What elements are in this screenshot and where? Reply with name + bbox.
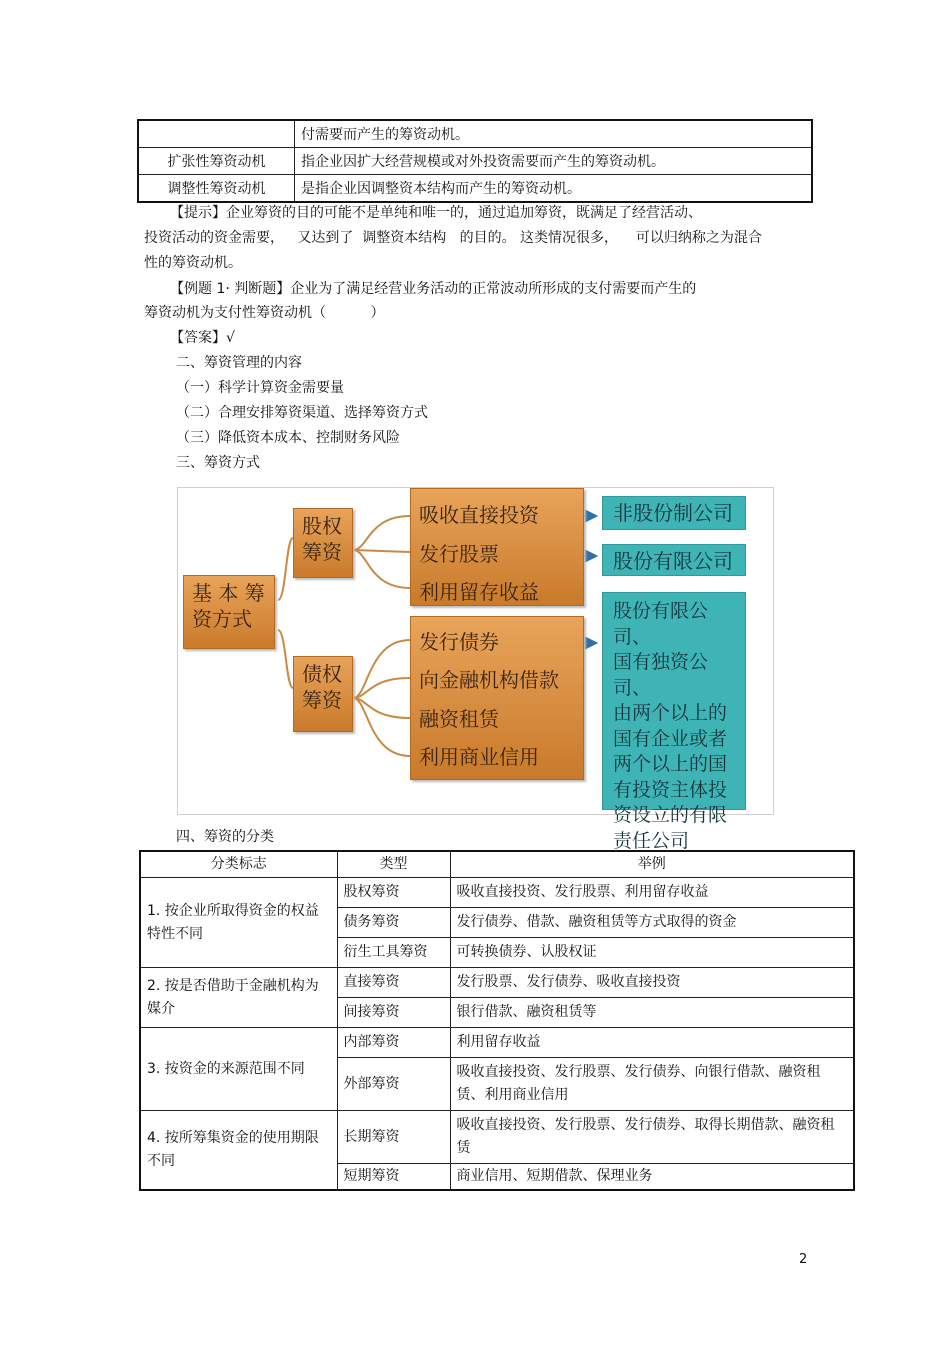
target-joint-stock: 股份有限公司 — [602, 544, 746, 576]
target-companies-list: 股份有限公司、 国有独资公司、 由两个以上的 国有企业或者 两个以上的国 有投资主体投 资设立的有限 责任公司 — [602, 592, 746, 810]
example-cell: 吸收直接投资、发行股票、发行债券、取得长期借款、融资租赁 — [450, 1111, 854, 1164]
classification-table — [139, 850, 855, 1191]
target-non-joint-stock: 非股份制公司 — [602, 496, 746, 530]
method-item: 利用商业信用 — [419, 745, 539, 769]
type-cell: 间接筹资 — [337, 998, 450, 1028]
debt-node: 债权 筹资 — [293, 656, 353, 732]
header-type: 类型 — [337, 851, 450, 878]
table-row — [138, 175, 812, 203]
content-item-1: （一）科学计算资金需要量 — [176, 380, 344, 396]
motive-type: 扩张性筹资动机 — [138, 148, 295, 175]
example-line-1: 【例题 1· 判断题】企业为了满足经营业务活动的正常波动所形成的支付需要而产生的 — [170, 281, 697, 297]
table-row — [138, 148, 812, 175]
table-row — [138, 120, 812, 148]
method-item: 吸收直接投资 — [419, 503, 539, 527]
motive-type — [138, 120, 295, 148]
section-heading-2: 二、筹资管理的内容 — [176, 355, 302, 371]
method-item: 发行债券 — [419, 630, 499, 654]
type-cell: 股权筹资 — [337, 878, 450, 908]
table-row — [140, 968, 854, 998]
example-cell: 吸收直接投资、发行股票、发行债券、向银行借款、融资租赁、利用商业信用 — [450, 1058, 854, 1111]
method-item: 发行股票 — [419, 542, 499, 566]
header-criterion: 分类标志 — [140, 851, 337, 878]
type-cell: 内部筹资 — [337, 1028, 450, 1058]
equity-node: 股权 筹资 — [293, 508, 353, 578]
motive-type: 调整性筹资动机 — [138, 175, 295, 203]
method-item: 向金融机构借款 — [419, 668, 559, 692]
criterion-cell: 1. 按企业所取得资金的权益特性不同 — [140, 878, 337, 968]
section-heading-3: 三、筹资方式 — [176, 455, 260, 471]
tip-line-1: 【提示】企业筹资的目的可能不是单纯和唯一的，通过追加筹资，既满足了经营活动、 — [170, 205, 702, 221]
example-cell: 商业信用、短期借款、保理业务 — [450, 1164, 854, 1191]
content-item-3: （三）降低资本成本、控制财务风险 — [176, 430, 400, 446]
root-node: 基 本 筹 资方式 — [183, 575, 275, 649]
type-cell: 短期筹资 — [337, 1164, 450, 1191]
debt-methods-box — [410, 616, 584, 780]
type-cell: 外部筹资 — [337, 1058, 450, 1111]
example-cell: 发行债券、借款、融资租赁等方式取得的资金 — [450, 908, 854, 938]
criterion-cell: 2. 按是否借助于金融机构为媒介 — [140, 968, 337, 1028]
criterion-cell: 4. 按所筹集资金的使用期限不同 — [140, 1111, 337, 1191]
motive-desc: 指企业因扩大经营规模或对外投资需要而产生的筹资动机。 — [295, 148, 813, 175]
example-cell: 银行借款、融资租赁等 — [450, 998, 854, 1028]
type-cell: 衍生工具筹资 — [337, 938, 450, 968]
example-cell: 发行股票、发行债券、吸收直接投资 — [450, 968, 854, 998]
section-heading-4: 四、筹资的分类 — [176, 829, 274, 845]
type-cell: 直接筹资 — [337, 968, 450, 998]
example-cell: 可转换债券、认股权证 — [450, 938, 854, 968]
criterion-cell: 3. 按资金的来源范围不同 — [140, 1028, 337, 1111]
motive-desc: 是指企业因调整资本结构而产生的筹资动机。 — [295, 175, 813, 203]
content-item-2: （二）合理安排筹资渠道、选择筹资方式 — [176, 405, 428, 421]
type-cell: 长期筹资 — [337, 1111, 450, 1164]
type-cell: 债务筹资 — [337, 908, 450, 938]
motive-desc: 付需要而产生的筹资动机。 — [295, 120, 813, 148]
table-row — [140, 1028, 854, 1058]
tip-line-2: 投资活动的资金需要， 又达到了 调整资本结构 的目的。 这类情况很多， 可以归纳称之为混合 — [144, 230, 762, 246]
table-header-row — [140, 851, 854, 878]
method-item: 融资租赁 — [419, 707, 499, 731]
example-cell: 利用留存收益 — [450, 1028, 854, 1058]
tip-line-3: 性的筹资动机。 — [144, 255, 242, 271]
answer: 【答案】√ — [170, 330, 235, 346]
header-example: 举例 — [450, 851, 854, 878]
page-number: 2 — [799, 1252, 808, 1267]
motive-table — [137, 119, 813, 203]
example-line-2: 筹资动机为支付性筹资动机（ ） — [144, 305, 385, 321]
table-row — [140, 1111, 854, 1164]
example-cell: 吸收直接投资、发行股票、利用留存收益 — [450, 878, 854, 908]
equity-methods-box — [410, 488, 584, 606]
table-row — [140, 878, 854, 908]
method-item: 利用留存收益 — [419, 580, 539, 604]
